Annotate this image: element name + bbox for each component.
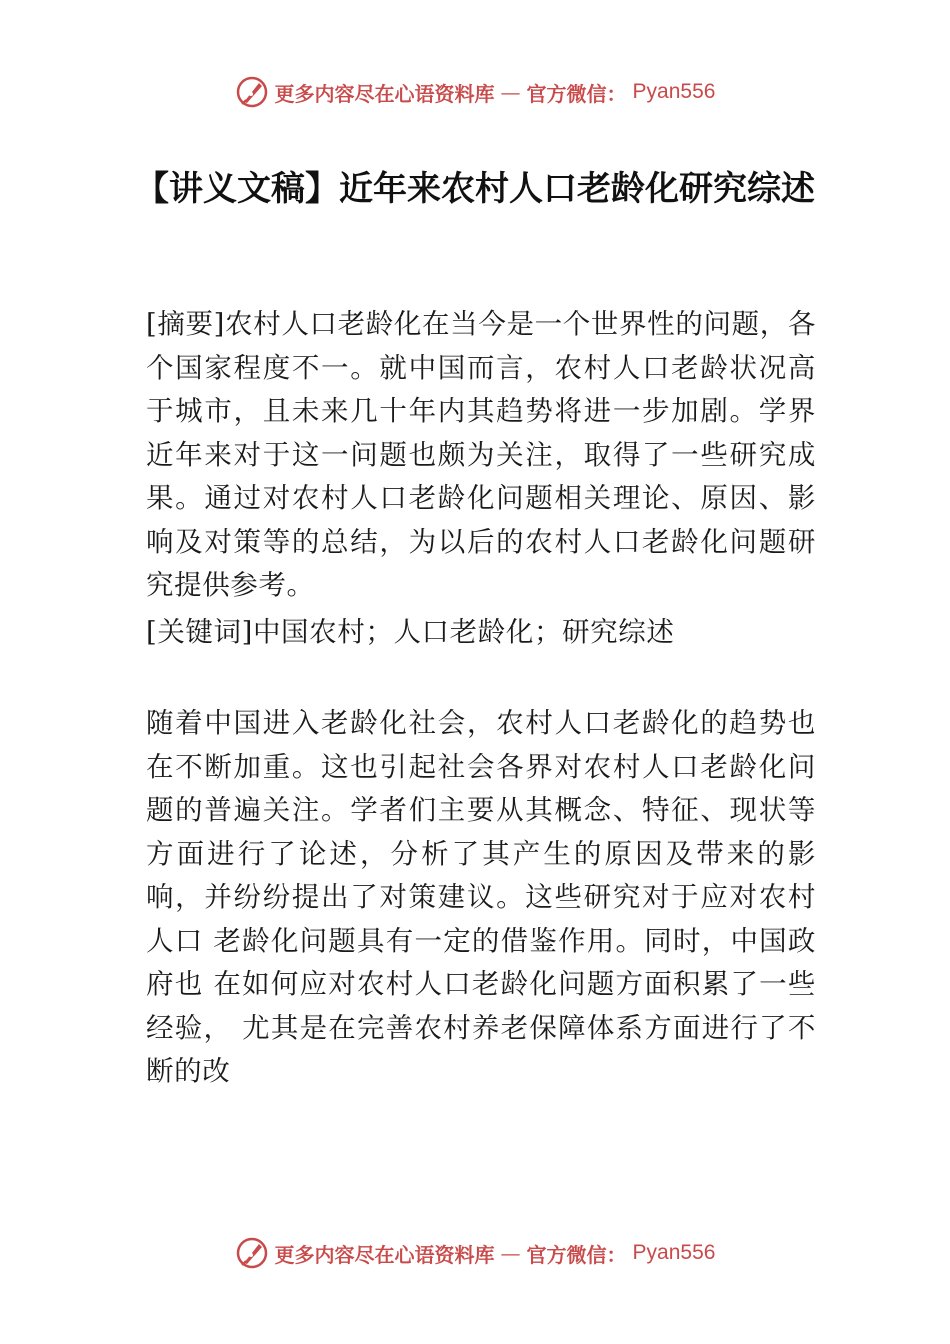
banner-text: 更多内容尽在心语资料库 [274,1242,495,1267]
banner-text: 更多内容尽在心语资料库 [274,81,495,106]
intro-paragraph: 随着中国进入老龄化社会，农村人口老龄化的趋势也在不断加重。这也引起社会各界对农村人口老龄化问题的普遍关注。学者们主要从其概念、特征、现状等方面进行了论述，分析了其产生的原因及带来的影响，并纷纷提出了对策建议。这些研究对于应对农村人口 老龄化问题具有一定的借鉴作用。同时，中国政府也 在如何应对农村人口老龄化问题方面积累了一些经验， 尤其是在完善农村养老保障体系方面进行了不断的改 [146,707,816,1087]
keywords-paragraph: [关键词]中国农村；人口老龄化；研究综述 [146,616,675,648]
quill-logo-icon [235,1236,269,1270]
banner-wechat-id: Pyan556 [632,80,716,103]
banner-wechat-id: Pyan556 [632,1241,716,1264]
header-banner [0,72,950,112]
abstract-paragraph: [摘要]农村人口老龄化在当今是一个世界性的问题，各个国家程度不一。就中国而言，农村人口老龄状况高于城市，且未来几十年内其趋势将进一步加剧。学界近年来对于这一问题也颇为关注，取得了一些研究成果。通过对农村人口老龄化问题相关理论、原因、影响及对策等的总结，为以后的农村人口老龄化问题研究提供参考。 [146,308,816,601]
footer-banner [0,1233,950,1273]
banner-wechat-label: 官方微信： [526,81,627,106]
document-title: 【讲义文稿】近年来农村人口老龄化研究综述 [135,169,815,209]
banner-dash: — [500,80,521,104]
quill-logo-icon [235,75,269,109]
banner-wechat-label: 官方微信： [526,1242,627,1267]
banner-dash: — [500,1241,521,1265]
